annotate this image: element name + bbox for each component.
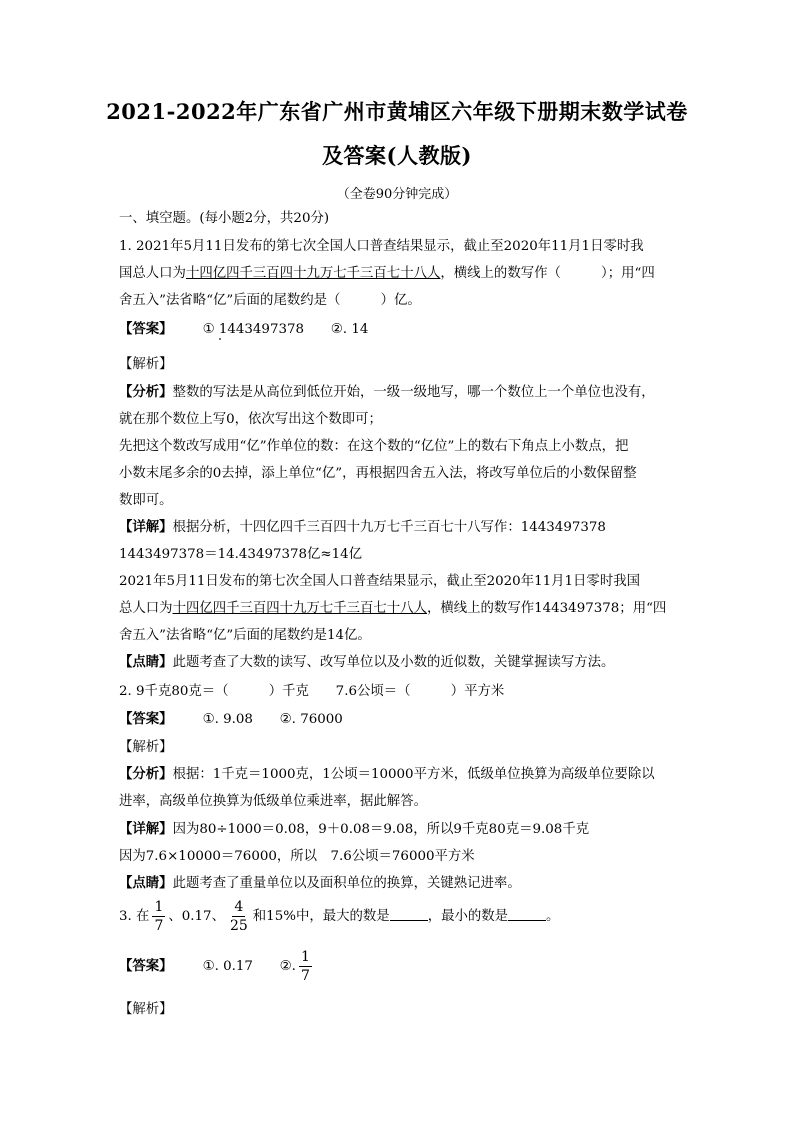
q1-fenxi1 [119,381,655,400]
page-title-line2: 及答案(人教版) [322,143,472,168]
q3-jiexi: 【解析】 [119,1002,173,1017]
q2-jiexi: 【解析】 [119,740,173,755]
q3-mid3: ，最小的数是 [427,909,509,924]
fraction-denominator: 7 [300,968,310,984]
q1-fenxi3: 先把这个数改写成用“亿”作单位的数：在这个数的“亿位”上的数右下角点上小数点，把 [119,439,629,454]
answer-blank [508,908,546,921]
q3-end: 。 [546,909,560,924]
q1-line2 [119,262,655,281]
xj4-pre: 总人口为 [119,601,173,616]
answer-label: 【答案】 [119,321,173,337]
xj4-post: ，横线上的数写作1443497378；用“四 [426,601,667,616]
dianjing-text: 此题考查了大数的读写、改写单位以及小数的近似数，关键掌握读写方法。 [172,655,615,670]
q1-jiexi: 【解析】 [119,357,173,372]
q2-fenxi2: 进率，高级单位换算为低级单位乘进率，据此解答。 [119,794,427,809]
page-title: 2021-2022年广东省广州市黄埔区六年级下册期末数学试卷 [106,99,688,124]
answer-label: 【答案】 [119,711,173,727]
q1-xiangjie2: 1443497378＝14.43497378亿≈14亿 [119,547,363,562]
q1-line2-post: ，横线上的数写作（ ）；用“四 [440,266,655,281]
answer-label: 【答案】 [119,958,173,974]
subtitle: （全卷90分钟完成） [336,187,458,202]
answer-text: ① 1443497378 ②. 14 [202,322,369,337]
fenxi-label: 【分析】 [119,384,173,400]
fenxi-text: 整数的写法是从高位到低位开始，一级一级地写，哪一个数位上一个单位也没有， [172,385,655,400]
q1-fenxi2: 就在那个数位上写0，依次写出这个数即可； [119,412,382,427]
dianjing-label: 【点睛】 [119,875,173,891]
xiangjie-label: 【详解】 [119,821,173,837]
fraction-one-seventh [152,898,165,935]
q1-line2-pre: 国总人口为 [119,266,186,281]
q1-xiangjie1 [119,516,606,535]
xj4-underlined: 十四亿四千三百四十九万七千三百七十八人 [172,601,427,616]
dianjing-label: 【点睛】 [119,654,173,670]
q1-fenxi4: 小数末尾多余的0去掉，添上单位“亿”，再根据四舍五入法，将改写单位后的小数保留整 [119,466,637,481]
answer-text: ①. 9.08 ②. 76000 [202,712,343,727]
q1-line1: 1. 2021年5月11日发布的第七次全国人口普查结果显示，截止至2020年11月1日零时我 [119,239,644,254]
q1-dianjing [119,651,614,670]
fenxi-text: 根据：1千克＝1000克，1公顷＝10000平方米，低级单位换算为高级单位要除以 [172,767,655,782]
q1-xiangjie4 [119,597,666,616]
answer-text: ①. 0.17 ②. [202,959,296,974]
q2-answer [119,708,343,727]
q2-line1: 2. 9千克80克＝（ ）千克 7.6公顷＝（ ）平方米 [119,684,505,699]
dianjing-text: 此题考查了重量单位以及面积单位的换算，关键熟记进率。 [172,876,521,891]
q1-line2-underlined: 十四亿四千三百四十九万七千三百七十八人 [185,266,441,281]
fenxi-label: 【分析】 [119,766,173,782]
q3-answer [119,948,315,985]
q2-xiangjie2: 因为7.6×10000＝76000，所以 7.6公顷＝76000平方米 [119,849,475,864]
fraction-numerator: 1 [300,949,310,965]
q3-line1 [119,898,559,935]
q3-mid2: 和15%中，最大的数是 [252,909,390,924]
fraction-denominator: 25 [229,918,248,934]
q2-dianjing [119,872,521,891]
stray-dot [219,338,221,340]
q1-line3: 舍五入”法省略“亿”后面的尾数约是（ ）亿。 [119,293,421,308]
answer-fraction [299,948,312,985]
q2-fenxi1 [119,763,655,782]
fraction-four-twentyfifths [228,898,250,935]
answer-blank [390,908,428,921]
xiangjie-text: 因为80÷1000＝0.08，9＋0.08＝9.08，所以9千克80克＝9.08千克 [172,822,590,837]
q1-answer [119,318,368,337]
q1-xiangjie5: 舍五入”法省略“亿”后面的尾数约是14亿。 [119,628,371,643]
fraction-numerator: 1 [154,899,164,915]
section-heading: 一、填空题。(每小题2分，共20分) [119,211,330,226]
xiangjie-label: 【详解】 [119,519,173,535]
fraction-denominator: 7 [154,918,164,934]
fraction-numerator: 4 [234,899,244,915]
xiangjie-text: 根据分析，十四亿四千三百四十九万七千三百七十八写作：1443497378 [172,520,606,535]
q3-mid1: 、0.17、 [168,909,225,924]
q1-xiangjie3: 2021年5月11日发布的第七次全国人口普查结果显示，截止至2020年11月1日零时我国 [119,574,640,589]
q2-xiangjie1 [119,818,589,837]
q1-fenxi5: 数即可。 [119,493,173,508]
q3-pre: 3. 在 [119,909,150,924]
